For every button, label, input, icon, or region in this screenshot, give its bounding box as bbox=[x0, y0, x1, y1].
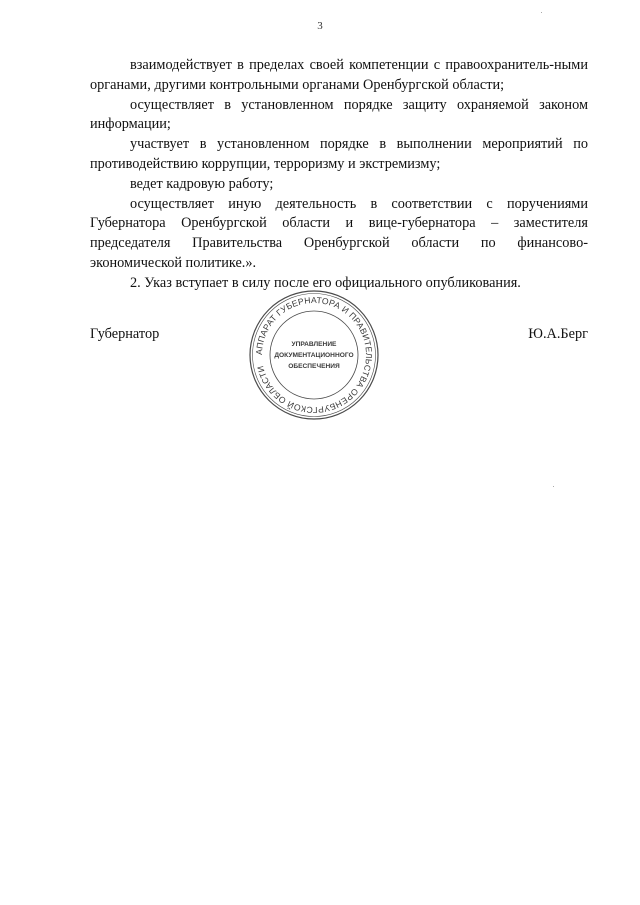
scan-speck bbox=[541, 12, 542, 13]
official-stamp bbox=[247, 288, 381, 422]
paragraph-anti-corruption: участвует в установленном порядке в выполнении мероприятий по противодействию коррупции, терроризму и экстремизму; bbox=[90, 136, 588, 172]
stamp-center-line-3: ОБЕСПЕЧЕНИЯ bbox=[288, 363, 340, 370]
stamp-center-line-1: УПРАВЛЕНИЕ bbox=[291, 341, 337, 348]
signature-name: Ю.А.Берг bbox=[528, 326, 588, 342]
paragraph-effective-date: 2. Указ вступает в силу после его официального опубликования. bbox=[130, 274, 521, 291]
document-body bbox=[90, 56, 588, 294]
scan-speck bbox=[553, 486, 554, 487]
paragraph-information-protection: осуществляет в установленном порядке защиту охраняемой законом информации; bbox=[90, 96, 588, 133]
paragraph-other-activity: осуществляет иную деятельность в соответствии с поручениями Губернатора Оренбургской области и вице-губернатора – заместителя председателя Правительства Оренбургской области по финансово-экономической политике.». bbox=[90, 195, 588, 271]
paragraph-law-enforcement: взаимодействует в пределах своей компетенции с правоохранитель-ными органами, другими контрольными органами Оренбургской области; bbox=[90, 57, 588, 93]
stamp-ring-text: АППАРАТ ГУБЕРНАТОРА И ПРАВИТЕЛЬСТВА ОРЕНБУРГСКОЙ ОБЛАСТИ bbox=[253, 294, 375, 416]
paragraph-personnel: ведет кадровую работу; bbox=[130, 175, 274, 192]
signature-title: Губернатор bbox=[90, 326, 160, 342]
page-number: 3 bbox=[317, 20, 323, 32]
stamp-center-line-2: ДОКУМЕНТАЦИОННОГО bbox=[274, 352, 354, 359]
